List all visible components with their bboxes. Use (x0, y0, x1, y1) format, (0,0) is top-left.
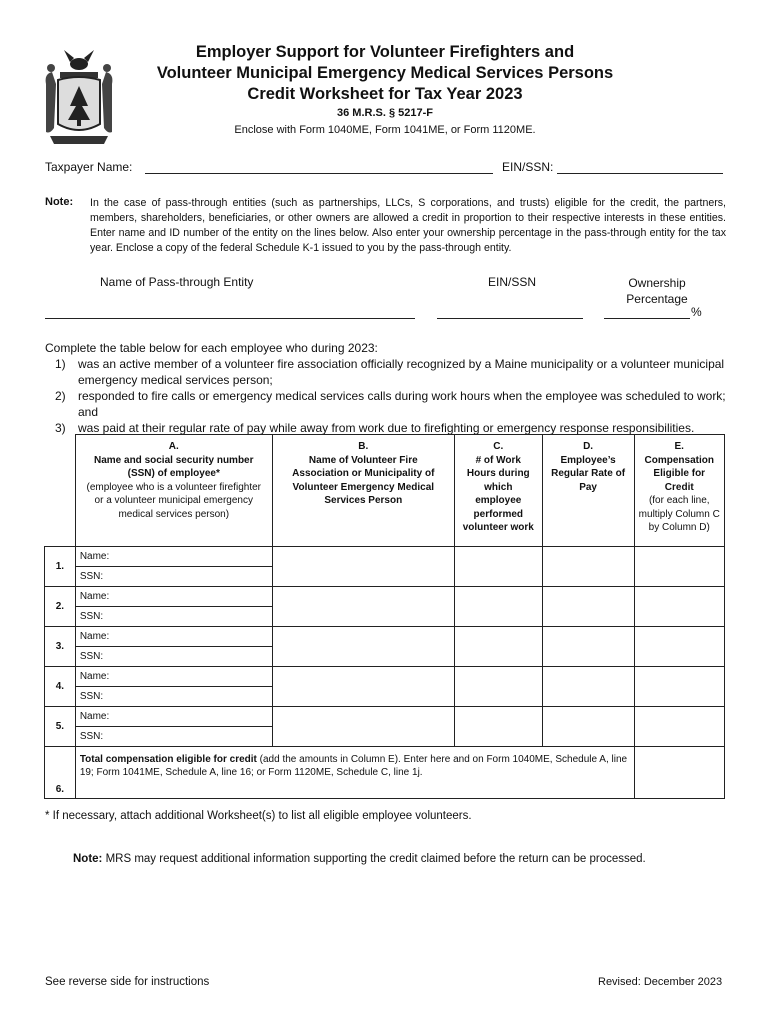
column-a-header: A. Name and social security number (SSN) of employee* (employee who is a volunteer firefighter or a volunteer municipal emergency medical services person) (75, 435, 272, 547)
employee-ssn-field[interactable]: SSN: (75, 687, 272, 707)
row-number: 6. (45, 747, 76, 799)
row-number: 4. (45, 667, 76, 707)
row-number: 3. (45, 627, 76, 667)
passthrough-entity-label: Name of Pass-through Entity (100, 275, 254, 289)
total-description: Total compensation eligible for credit (add the amounts in Column E). Enter here and on Form 1040ME, Schedule A, line 19; Form 1041ME, Schedule A, line 16; or Form 1120ME, Schedule C, line 1j. (75, 747, 634, 799)
total-row (45, 747, 725, 799)
rate-of-pay-field[interactable] (542, 627, 634, 667)
employee-ssn-field[interactable]: SSN: (75, 607, 272, 627)
criteria-item: 3) was paid at their regular rate of pay while away from work due to firefighting or emergency response responsibilities. (55, 421, 695, 435)
work-hours-field[interactable] (454, 707, 542, 747)
intro-lead: Complete the table below for each employee who during 2023: (45, 341, 378, 355)
note-label: Note: (45, 196, 74, 208)
compensation-field[interactable] (634, 587, 725, 627)
work-hours-field[interactable] (454, 547, 542, 587)
form-title: Employer Support for Volunteer Firefighters and Volunteer Municipal Emergency Medical Services Persons Credit Worksheet for Tax Year 2023 (156, 43, 614, 103)
table-header-row (45, 435, 725, 547)
rate-of-pay-field[interactable] (542, 707, 634, 747)
row-number: 1. (45, 547, 76, 587)
ein-ssn-field[interactable] (557, 173, 723, 174)
taxpayer-name-label: Taxpayer Name: (45, 160, 133, 174)
employee-ssn-field[interactable]: SSN: (75, 567, 272, 587)
row-number: 5. (45, 707, 76, 747)
statute-reference: 36 M.R.S. § 5217-F (337, 107, 433, 119)
table-row (45, 587, 725, 607)
work-hours-field[interactable] (454, 627, 542, 667)
employee-name-field[interactable]: Name: (75, 667, 272, 687)
table-row (45, 547, 725, 567)
compensation-field[interactable] (634, 667, 725, 707)
compensation-field[interactable] (634, 627, 725, 667)
footnote: * If necessary, attach additional Worksheet(s) to list all eligible employee volunteers. (45, 810, 472, 822)
row-number: 2. (45, 587, 76, 627)
association-field[interactable] (272, 547, 454, 587)
taxpayer-row (45, 160, 735, 174)
rate-of-pay-field[interactable] (542, 667, 634, 707)
passthrough-ein-field[interactable] (437, 318, 583, 319)
instructions-intro (45, 340, 735, 436)
column-c-header: C. # of Work Hours during which employee performed volunteer work (454, 435, 542, 547)
work-hours-field[interactable] (454, 667, 542, 707)
employee-name-field[interactable]: Name: (75, 547, 272, 567)
compensation-field[interactable] (634, 707, 725, 747)
mrs-note: Note: MRS may request additional information supporting the credit claimed before the return can be processed. (73, 853, 646, 865)
enclose-instruction: Enclose with Form 1040ME, Form 1041ME, or Form 1120ME. (234, 124, 536, 136)
maine-seal-logo (40, 44, 118, 148)
employee-name-field[interactable]: Name: (75, 627, 272, 647)
rate-of-pay-field[interactable] (542, 587, 634, 627)
taxpayer-name-field[interactable] (145, 173, 493, 174)
ein-ssn-label: EIN/SSN: (502, 160, 554, 174)
association-field[interactable] (272, 627, 454, 667)
criteria-item: 1) was an active member of a volunteer fire association officially recognized by a Maine municipality or a volunteer municipal emergency medical services person; (55, 357, 725, 387)
employee-ssn-field[interactable]: SSN: (75, 647, 272, 667)
note-text: In the case of pass-through entities (such as partnerships, LLCs, S corporations, and trusts) eligible for the credit, the partners, members, shareholders, beneficiaries, or other owners are allowed a credit in proportion to their respective interests in these entities. Enter name and ID number of the entity on the lines below. Also enter your ownership percentage in the pass-through entity for the tax year. Enclose a copy of the federal Schedule K-1 issued to you by the pass-through entity. (90, 197, 726, 254)
work-hours-field[interactable] (454, 587, 542, 627)
rate-of-pay-field[interactable] (542, 547, 634, 587)
employee-name-field[interactable]: Name: (75, 587, 272, 607)
table-row (45, 667, 725, 687)
employee-name-field[interactable]: Name: (75, 707, 272, 727)
column-e-header: E. Compensation Eligible for Credit (for each line, multiply Column C by Column D) (634, 435, 725, 547)
ownership-percentage-field[interactable] (604, 318, 690, 319)
compensation-field[interactable] (634, 547, 725, 587)
association-field[interactable] (272, 667, 454, 707)
percent-sign: % (691, 305, 702, 319)
total-compensation-field[interactable] (634, 747, 725, 799)
table-row (45, 707, 725, 727)
column-d-header: D. Employee’s Regular Rate of Pay (542, 435, 634, 547)
passthrough-entity-field[interactable] (45, 318, 415, 319)
passthrough-ein-label: EIN/SSN (488, 275, 537, 289)
ownership-percentage-label: Ownership Percentage (626, 276, 688, 306)
association-field[interactable] (272, 707, 454, 747)
employee-worksheet-table (44, 434, 725, 799)
employee-ssn-field[interactable]: SSN: (75, 727, 272, 747)
criteria-item: 2) responded to fire calls or emergency medical services calls during work hours when the employee was scheduled to work; and (55, 389, 726, 419)
revision-date: Revised: December 2023 (598, 976, 723, 988)
table-row (45, 627, 725, 647)
column-b-header: B. Name of Volunteer Fire Association or Municipality of Volunteer Emergency Medical Services Person (272, 435, 454, 547)
association-field[interactable] (272, 587, 454, 627)
reverse-side-instructions: See reverse side for instructions (45, 976, 210, 988)
